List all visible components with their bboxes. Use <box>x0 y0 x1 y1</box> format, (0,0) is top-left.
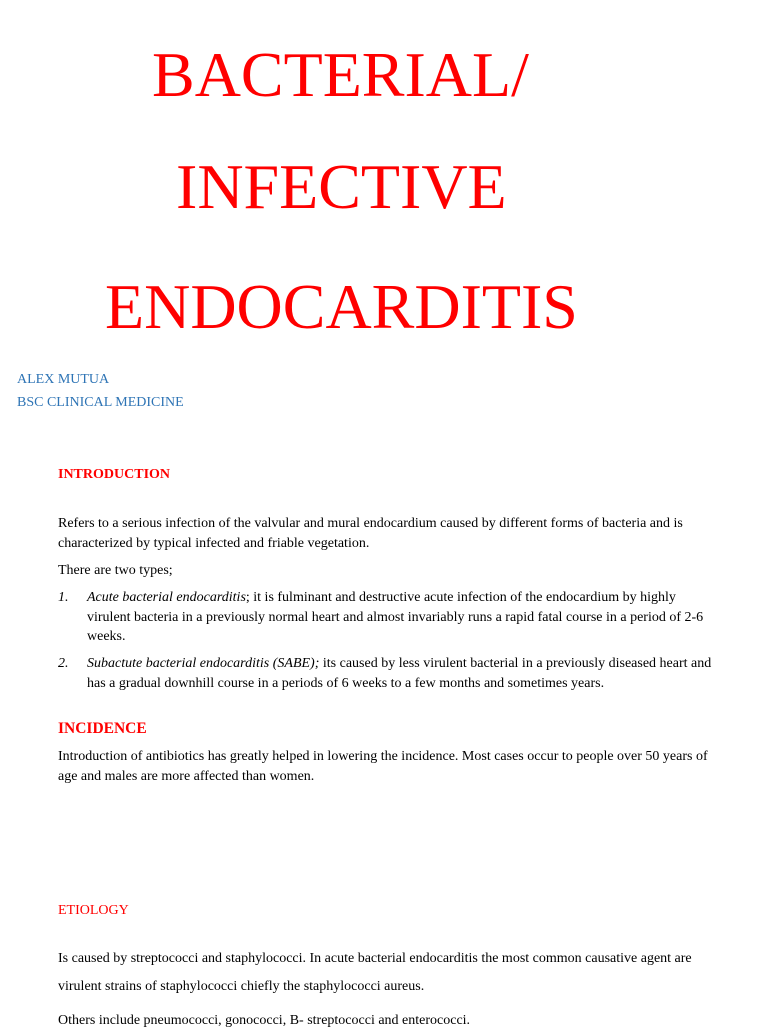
list-number: 1. <box>58 590 69 605</box>
title-line-2: INFECTIVE <box>176 151 507 222</box>
list-text: ; it is fulminant and destructive acute infection of the endocardium by highly virulent bacteria in a previously normal heart and almost invariably runs a rapid fatal course in a period of 2-6 weeks. <box>87 590 704 644</box>
incidence-heading: INCIDENCE <box>58 720 147 737</box>
title-line-1: BACTERIAL/ <box>152 39 529 110</box>
author-program: BSC CLINICAL MEDICINE <box>17 395 184 410</box>
title-line-3: ENDOCARDITIS <box>105 271 578 342</box>
etiology-paragraph-2: Others include pneumococci, gonococci, B- streptococci and enterococci. <box>58 1013 471 1028</box>
etiology-paragraph: Is caused by streptococci and staphylococci. In acute bacterial endocarditis the most common causative agent are virulent strains of staphylococci chiefly the staphylococci aureus. <box>58 951 692 994</box>
list-item-subacute <box>58 654 718 693</box>
etiology-heading: ETIOLOGY <box>58 903 129 918</box>
incidence-paragraph: Introduction of antibiotics has greatly helped in lowering the incidence. Most cases occur to people over 50 years of age and males are more affected than women. <box>58 749 708 784</box>
list-number: 2. <box>58 656 69 671</box>
author-name: ALEX MUTUA <box>17 372 110 387</box>
list-term: Subactute bacterial endocarditis (SABE); <box>87 656 320 671</box>
list-item-acute <box>58 588 718 647</box>
types-intro: There are two types; <box>58 563 173 578</box>
introduction-paragraph: Refers to a serious infection of the valvular and mural endocardium caused by different forms of bacteria and is characterized by typical infected and friable vegetation. <box>58 516 683 551</box>
list-text: its caused by less virulent bacterial in a previously diseased heart and has a gradual downhill course in a periods of 6 weeks to a few months and sometimes years. <box>87 656 712 691</box>
list-term: Acute bacterial endocarditis <box>87 590 246 605</box>
introduction-heading: INTRODUCTION <box>58 467 171 482</box>
